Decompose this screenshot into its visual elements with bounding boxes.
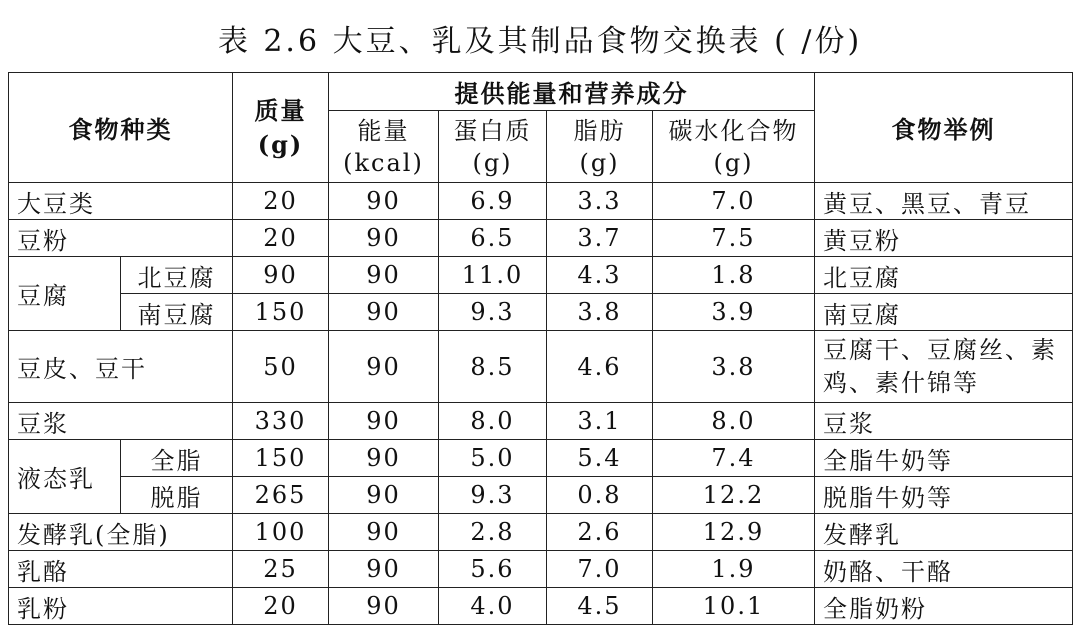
cell-carb: 10.1 <box>653 588 815 625</box>
header-protein-unit: (g) <box>472 148 513 177</box>
cell-fat: 3.3 <box>547 183 653 220</box>
cell-category: 乳酪 <box>9 551 233 588</box>
cell-mass: 25 <box>233 551 329 588</box>
cell-protein: 8.0 <box>439 403 547 440</box>
table-row <box>9 257 1073 294</box>
header-mass-unit: (g) <box>257 129 304 159</box>
cell-category: 豆粉 <box>9 220 233 257</box>
cell-mass: 150 <box>233 294 329 331</box>
cell-energy: 90 <box>329 220 439 257</box>
cell-category: 豆腐 <box>9 257 121 331</box>
cell-subcategory: 脱脂 <box>121 477 233 514</box>
cell-protein: 11.0 <box>439 257 547 294</box>
cell-energy: 90 <box>329 588 439 625</box>
header-carb-unit: (g) <box>713 148 754 177</box>
table-row <box>9 477 1073 514</box>
cell-fat: 4.3 <box>547 257 653 294</box>
table-row <box>9 331 1073 403</box>
cell-examples: 脱脂牛奶等 <box>815 477 1073 514</box>
cell-examples: 全脂牛奶等 <box>815 440 1073 477</box>
cell-carb: 3.8 <box>653 331 815 403</box>
food-exchange-table <box>8 72 1073 625</box>
cell-mass: 330 <box>233 403 329 440</box>
cell-mass: 265 <box>233 477 329 514</box>
cell-mass: 90 <box>233 257 329 294</box>
cell-fat: 0.8 <box>547 477 653 514</box>
cell-fat: 7.0 <box>547 551 653 588</box>
cell-protein: 6.5 <box>439 220 547 257</box>
cell-examples: 南豆腐 <box>815 294 1073 331</box>
header-energy <box>329 111 439 183</box>
cell-fat: 3.8 <box>547 294 653 331</box>
cell-energy: 90 <box>329 477 439 514</box>
cell-energy: 90 <box>329 331 439 403</box>
cell-category: 豆皮、豆干 <box>9 331 233 403</box>
table-title: 表 2.6 大豆、乳及其制品食物交换表 ( /份) <box>217 24 863 59</box>
cell-energy: 90 <box>329 514 439 551</box>
header-carb-label: 碳水化合物 <box>668 116 799 145</box>
table-row <box>9 183 1073 220</box>
table-row <box>9 220 1073 257</box>
cell-carb: 7.5 <box>653 220 815 257</box>
cell-protein: 2.8 <box>439 514 547 551</box>
cell-fat: 4.6 <box>547 331 653 403</box>
cell-carb: 1.8 <box>653 257 815 294</box>
table-row <box>9 514 1073 551</box>
header-category: 食物种类 <box>9 73 233 183</box>
cell-carb: 7.0 <box>653 183 815 220</box>
table-row <box>9 440 1073 477</box>
cell-category: 豆浆 <box>9 403 233 440</box>
cell-mass: 20 <box>233 220 329 257</box>
cell-carb: 3.9 <box>653 294 815 331</box>
header-fat <box>547 111 653 183</box>
cell-examples: 全脂奶粉 <box>815 588 1073 625</box>
cell-examples: 豆腐干、豆腐丝、素鸡、素什锦等 <box>815 331 1073 403</box>
cell-category: 液态乳 <box>9 440 121 514</box>
cell-mass: 100 <box>233 514 329 551</box>
cell-mass: 150 <box>233 440 329 477</box>
header-protein <box>439 111 547 183</box>
header-mass-label: 质量 <box>254 95 307 125</box>
cell-energy: 90 <box>329 551 439 588</box>
cell-examples: 北豆腐 <box>815 257 1073 294</box>
header-nutrition-group: 提供能量和营养成分 <box>329 73 815 111</box>
cell-protein: 4.0 <box>439 588 547 625</box>
cell-examples: 发酵乳 <box>815 514 1073 551</box>
cell-protein: 9.3 <box>439 294 547 331</box>
cell-protein: 5.0 <box>439 440 547 477</box>
header-fat-unit: (g) <box>579 148 620 177</box>
cell-fat: 5.4 <box>547 440 653 477</box>
cell-examples: 黄豆粉 <box>815 220 1073 257</box>
header-mass <box>233 73 329 183</box>
cell-category: 乳粉 <box>9 588 233 625</box>
cell-carb: 12.2 <box>653 477 815 514</box>
cell-energy: 90 <box>329 440 439 477</box>
cell-carb: 12.9 <box>653 514 815 551</box>
cell-subcategory: 北豆腐 <box>121 257 233 294</box>
cell-carb: 1.9 <box>653 551 815 588</box>
cell-fat: 4.5 <box>547 588 653 625</box>
header-examples: 食物举例 <box>815 73 1073 183</box>
table-row <box>9 294 1073 331</box>
cell-fat: 3.7 <box>547 220 653 257</box>
header-energy-label: 能量 <box>357 116 410 145</box>
header-energy-unit: (kcal) <box>343 148 424 177</box>
cell-protein: 5.6 <box>439 551 547 588</box>
cell-protein: 6.9 <box>439 183 547 220</box>
cell-energy: 90 <box>329 403 439 440</box>
cell-examples: 黄豆、黑豆、青豆 <box>815 183 1073 220</box>
cell-category: 大豆类 <box>9 183 233 220</box>
header-protein-label: 蛋白质 <box>453 116 532 145</box>
cell-carb: 7.4 <box>653 440 815 477</box>
cell-subcategory: 南豆腐 <box>121 294 233 331</box>
cell-examples: 豆浆 <box>815 403 1073 440</box>
cell-fat: 2.6 <box>547 514 653 551</box>
cell-mass: 50 <box>233 331 329 403</box>
cell-carb: 8.0 <box>653 403 815 440</box>
cell-subcategory: 全脂 <box>121 440 233 477</box>
cell-mass: 20 <box>233 588 329 625</box>
cell-energy: 90 <box>329 257 439 294</box>
header-carb <box>653 111 815 183</box>
header-fat-label: 脂肪 <box>573 116 626 145</box>
cell-protein: 9.3 <box>439 477 547 514</box>
cell-fat: 3.1 <box>547 403 653 440</box>
table-row <box>9 403 1073 440</box>
cell-energy: 90 <box>329 294 439 331</box>
cell-examples: 奶酪、干酪 <box>815 551 1073 588</box>
cell-category: 发酵乳(全脂) <box>9 514 233 551</box>
table-row <box>9 551 1073 588</box>
cell-protein: 8.5 <box>439 331 547 403</box>
cell-energy: 90 <box>329 183 439 220</box>
table-row <box>9 588 1073 625</box>
cell-mass: 20 <box>233 183 329 220</box>
